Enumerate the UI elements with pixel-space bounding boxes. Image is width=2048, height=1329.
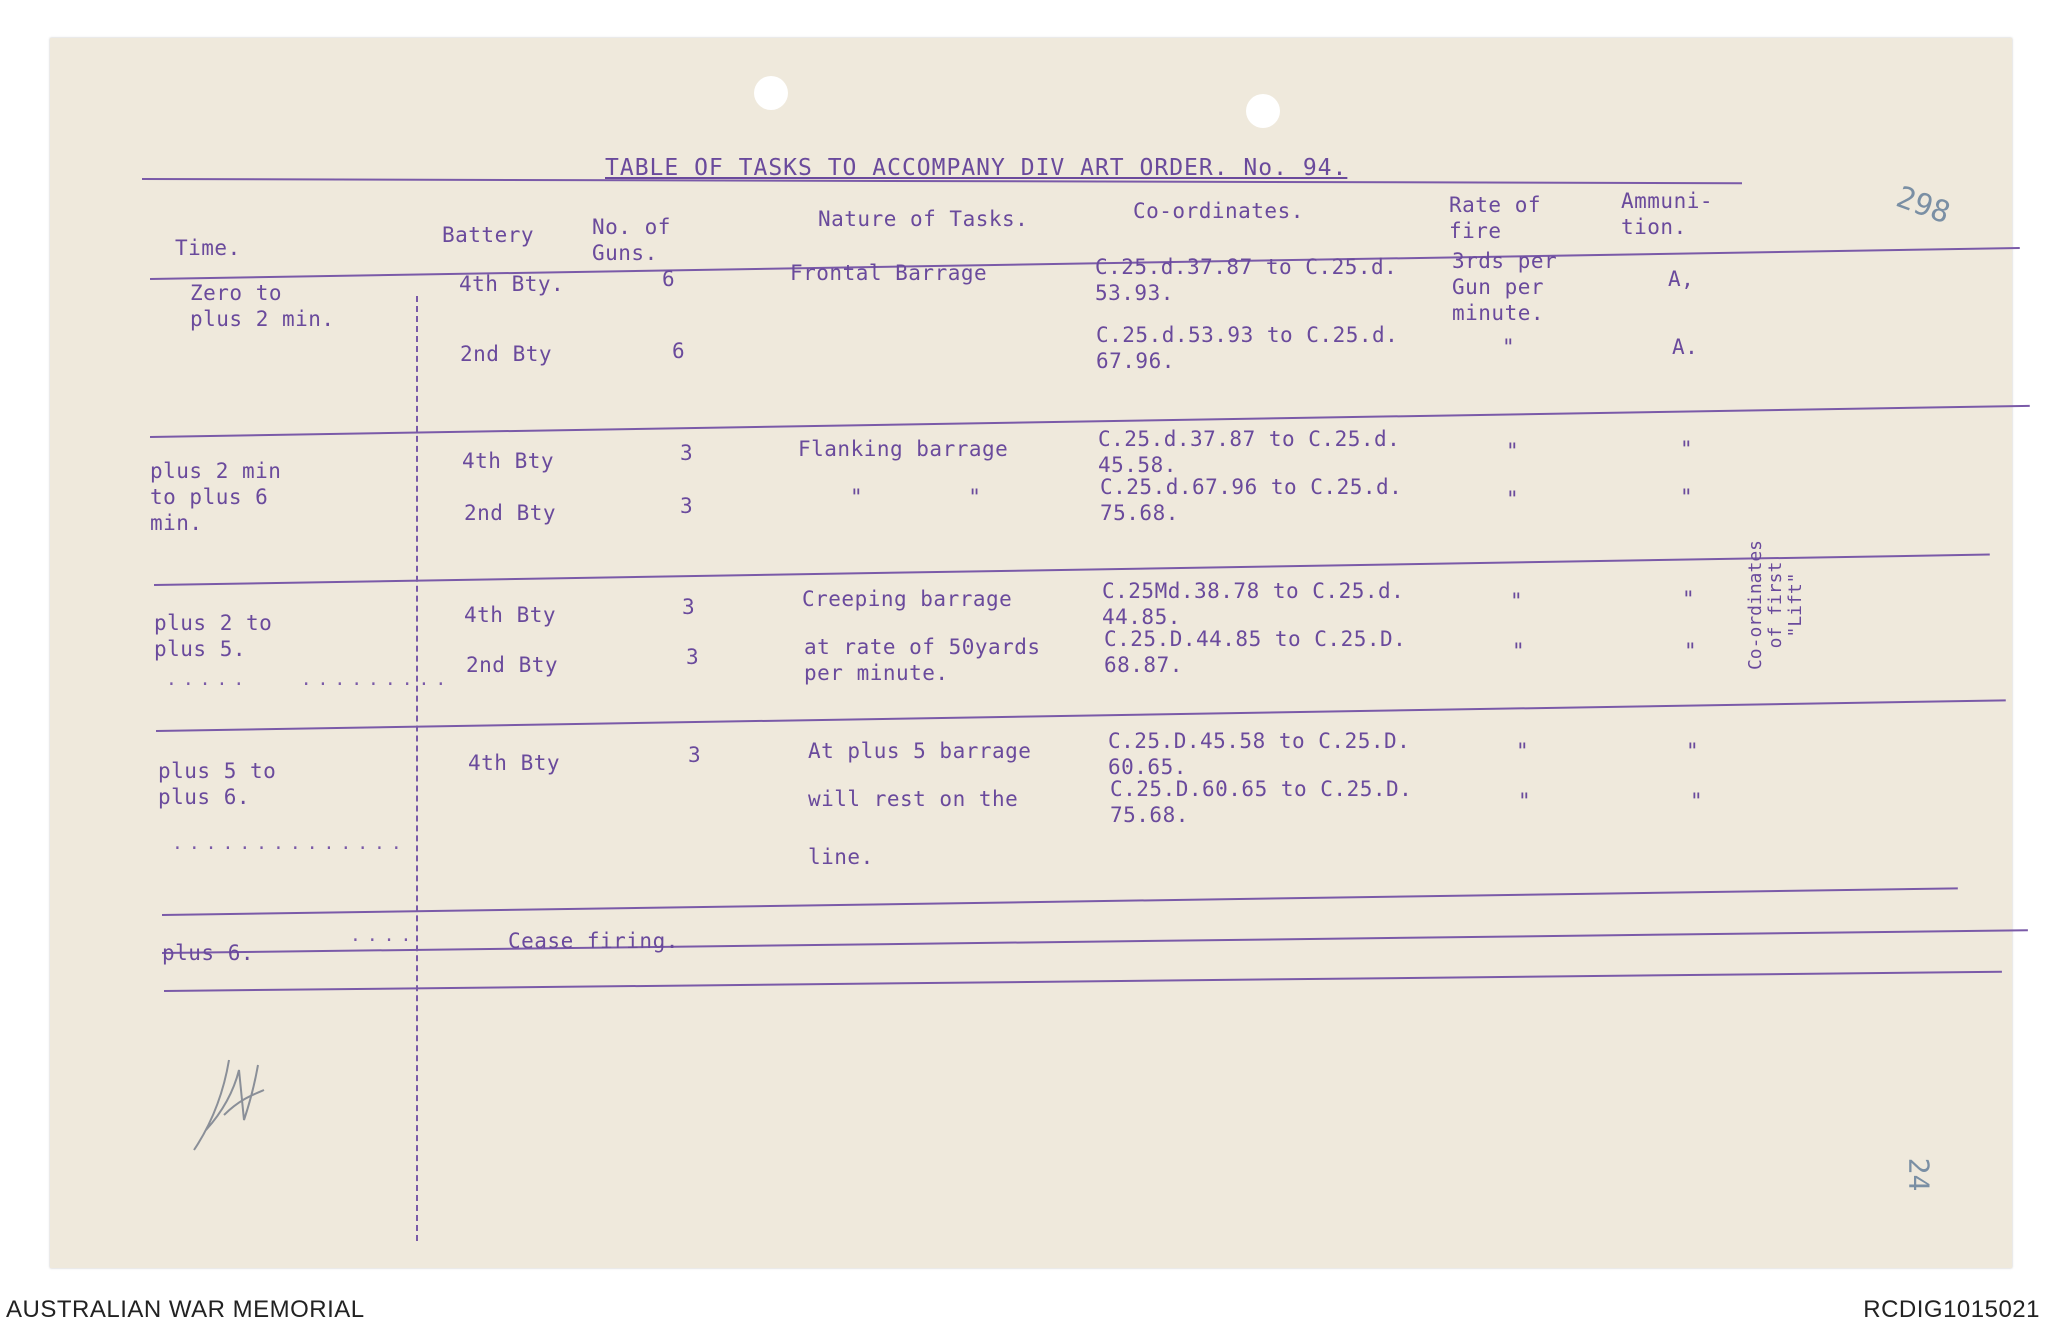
punch-hole [754,76,788,110]
row-2-ammo: " [1682,587,1696,611]
row-3-nature: At plus 5 barrage [808,739,1032,763]
row-2-nature: Creeping barrage [802,587,1013,611]
row-0-guns: 6 [662,267,676,291]
row-1b-nature: " " [850,485,982,509]
dotted-leader: ·············· [172,838,408,859]
header-battery: Battery [442,223,535,247]
side-note: Co-ordinates of first "Lift" [1745,539,1806,671]
row-0b-coords: C.25.d.53.93 to C.25.d. 67.96. [1096,323,1399,373]
row-1b-guns: 3 [680,494,694,518]
row-3c-nature: line. [808,845,874,869]
header-time: Time. [175,236,241,260]
row-2b-ammo: " [1684,639,1698,663]
table-bottom-rule [164,971,2002,992]
row-0-battery: 4th Bty. [459,272,565,296]
row-3-time: plus 5 to plus 6. [158,759,277,809]
row-1b-rate: " [1506,487,1520,511]
row-1-rate: " [1506,439,1520,463]
row-0-ammo: A, [1668,267,1695,291]
row-rule [162,887,1958,916]
row-rule [154,554,1990,586]
row-2-guns: 3 [682,595,696,619]
row-2-coords: C.25Md.38.78 to C.25.d. 44.85. [1102,579,1405,629]
row-2b-battery: 2nd Bty [466,653,559,677]
row-3-battery: 4th Bty [468,751,561,775]
row-4-time: plus 6. [162,941,255,965]
row-0b-ammo: A. [1672,335,1699,359]
row-2-rate: " [1510,589,1524,613]
header-guns: No. of Guns. [592,215,671,265]
dotted-leader: ····· ········· [166,674,453,695]
footer-right: RCDIG1015021 [1863,1296,2040,1323]
row-0-nature: Frontal Barrage [790,261,988,285]
row-1b-ammo: " [1680,485,1694,509]
header-coords: Co-ordinates. [1133,199,1304,223]
row-2b-rate: " [1512,639,1526,663]
row-1-guns: 3 [680,441,694,465]
row-0b-battery: 2nd Bty [460,342,553,366]
header-ammo: Ammuni- tion. [1621,189,1714,239]
row-3b-ammo: " [1690,789,1704,813]
row-3-coords: C.25.D.45.58 to C.25.D. 60.65. [1108,729,1411,779]
pencil-page-number: 298 [1891,179,1955,232]
row-1b-coords: C.25.d.67.96 to C.25.d. 75.68. [1100,475,1403,525]
header-nature: Nature of Tasks. [818,207,1029,231]
row-0b-rate: " [1502,335,1516,359]
row-4-action: Cease firing. [508,929,679,953]
row-2-time: plus 2 to plus 5. [154,611,273,661]
row-1-battery: 4th Bty [462,449,555,473]
row-1-coords: C.25.d.37.87 to C.25.d. 45.58. [1098,427,1401,477]
row-rule [150,405,2030,438]
row-3b-coords: C.25.D.60.65 to C.25.D. 75.68. [1110,777,1413,827]
punch-hole [1246,94,1280,128]
pencil-initials [184,1050,274,1160]
row-3-rate: " [1516,739,1530,763]
footer-left: AUSTRALIAN WAR MEMORIAL [6,1296,365,1323]
row-0b-guns: 6 [672,339,686,363]
row-2-battery: 4th Bty [464,603,557,627]
row-1-ammo: " [1680,437,1694,461]
pencil-folio: 24 [1902,1157,1936,1192]
row-3b-rate: " [1518,789,1532,813]
dotted-leader: ···· [350,930,418,951]
row-3-ammo: " [1686,739,1700,763]
row-1-nature: Flanking barrage [798,437,1009,461]
row-0-coords: C.25.d.37.87 to C.25.d. 53.93. [1095,255,1398,305]
row-0-rate: 3rds per Gun per minute. [1452,249,1558,325]
document-title: TABLE OF TASKS TO ACCOMPANY DIV ART ORDER. No. 94. [605,155,1348,181]
header-rate: Rate of fire [1449,193,1542,243]
row-0-time: Zero to plus 2 min. [190,281,335,331]
header-bottom-rule [150,247,2020,280]
document-page [50,38,2012,1268]
row-rule [162,929,2028,954]
row-2b-guns: 3 [686,645,700,669]
row-2b-nature: at rate of 50yards per minute. [804,635,1041,685]
row-1b-battery: 2nd Bty [464,501,557,525]
row-rule [156,699,2006,732]
row-3b-nature: will rest on the [808,787,1019,811]
column-divider [416,296,418,1241]
row-3-guns: 3 [688,743,702,767]
row-2b-coords: C.25.D.44.85 to C.25.D. 68.87. [1104,627,1407,677]
row-1-time: plus 2 min to plus 6 min. [150,459,282,535]
